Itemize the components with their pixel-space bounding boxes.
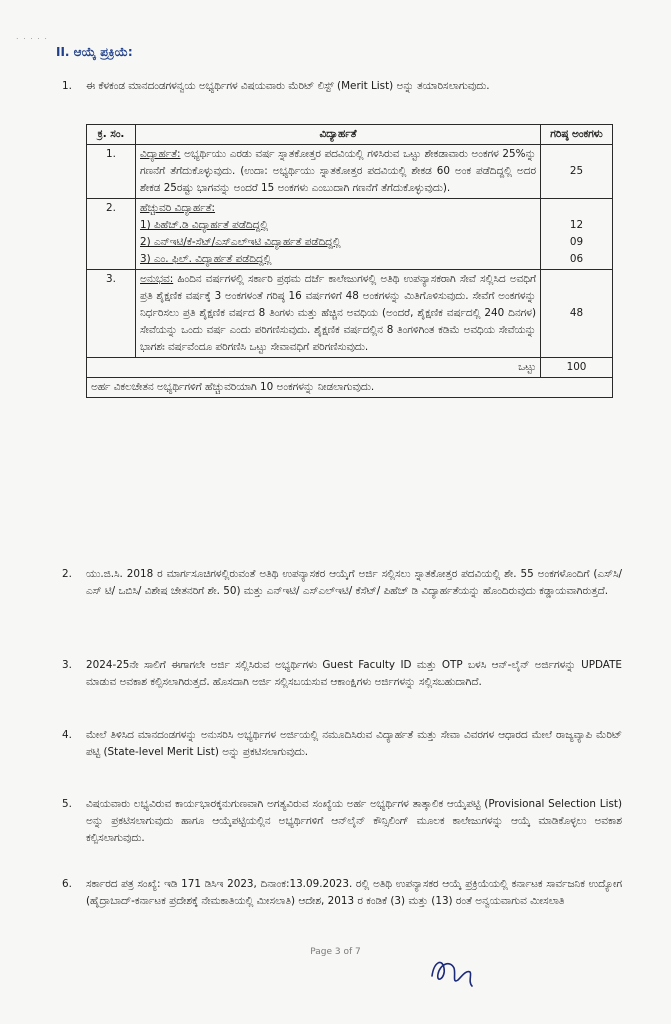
total-label: ಒಟ್ಟು	[87, 358, 541, 378]
sub-marks: 09	[569, 236, 584, 248]
item-text: ಈ ಕೆಳಕಂಡ ಮಾನದಂಡಗಳನ್ವಯ ಅಭ್ಯರ್ಥಿಗಳ ವಿಷಯವಾರು ಮೆರಿಟ್ ಲಿಸ್ಟ್ (Merit List) ಅನ್ನು ತಯಾರಿಸಲಾಗುವುದು.	[86, 80, 490, 92]
item-number: 2.	[62, 568, 72, 580]
item-text: 2024-25ನೇ ಸಾಲಿಗೆ ಈಗಾಗಲೇ ಅರ್ಜಿ ಸಲ್ಲಿಸಿರುವ ಅಭ್ಯರ್ಥಿಗಳು Guest Faculty ID ಮತ್ತು OTP ಬಳಸಿ ಆನ್-ಲೈನ್ ಅರ್ಜಿಗಳನ್ನು UPDATE ಮಾಡುವ ಅವಕಾಶ ಕಲ್ಪಿಸಲಾಗಿರುತ್ತದೆ. ಹೊಸದಾಗಿ ಅರ್ಜಿ ಸಲ್ಲಿಸಬಯಸುವ ಆಕಾಂಕ್ಷಿಗಳು ಅರ್ಜಿಗಳನ್ನು ಸಲ್ಲಿಸಬಹುದಾಗಿದೆ.	[86, 659, 622, 688]
item-text: ಯು.ಜಿ.ಸಿ. 2018 ರ ಮಾರ್ಗಸೂಚಿಗಳಲ್ಲಿರುವಂತೆ ಅತಿಥಿ ಉಪನ್ಯಾಸಕರ ಆಯ್ಕೆಗೆ ಅರ್ಜಿ ಸಲ್ಲಿಸಲು ಸ್ನಾತಕೋತ್ತರ ಪದವಿಯಲ್ಲಿ ಶೇ. 55 ಅಂಕಗಳೊಂದಿಗೆ (ಎಸ್‌ಸಿ/ ಎಸ್ ಟಿ/ ಒಬಿಸಿ/ ವಿಶೇಷ ಚೇತನರಿಗೆ ಶೇ. 50) ಮತ್ತು ಎನ್‌ಇಟಿ/ ಎಸ್‌ಎಲ್‌ಇಟಿ/ ಕೆಸೆಟ್/ ಪಿಹೆಚ್ ಡಿ ವಿದ್ಯಾರ್ಹತೆಯನ್ನು ಹೊಂದಿರುವುದು ಕಡ್ಡಾಯವಾಗಿರುತ್ತದೆ.	[86, 568, 622, 597]
page-number: Page 3 of 7	[310, 947, 361, 957]
row-marks: 25	[541, 145, 613, 199]
total-row	[87, 358, 613, 378]
row-serial: 3.	[87, 270, 136, 358]
margin-dots: . . . . .	[16, 32, 48, 41]
section-heading: II. ಆಯ್ಕೆ ಪ್ರಕ್ರಿಯೆ:	[56, 45, 133, 59]
row-description	[136, 199, 541, 270]
header-qualification: ವಿದ್ಯಾರ್ಹತೆ	[136, 125, 541, 145]
item-text: ಮೇಲೆ ತಿಳಿಸಿದ ಮಾನದಂಡಗಳನ್ನು ಅನುಸರಿಸಿ ಅಭ್ಯರ್ಥಿಗಳ ಅರ್ಜಿಯಲ್ಲಿ ನಮೂದಿಸಿರುವ ವಿದ್ಯಾರ್ಹತೆ ಮತ್ತು ಸೇವಾ ವಿವರಗಳ ಆಧಾರದ ಮೇಲೆ ರಾಜ್ಯವ್ಯಾಪಿ ಮೆರಿಟ್ ಪಟ್ಟಿ (State-level Merit List) ಅನ್ನು ಪ್ರಕಟಿಸಲಾಗುವುದು.	[86, 729, 622, 758]
row-serial: 1.	[87, 145, 136, 199]
header-max-marks: ಗರಿಷ್ಠ ಅಂಕಗಳು	[541, 125, 613, 145]
row-marks: 48	[541, 270, 613, 358]
item-number: 4.	[62, 729, 72, 741]
row-text: ಹಿಂದಿನ ವರ್ಷಗಳಲ್ಲಿ ಸರ್ಕಾರಿ ಪ್ರಥಮ ದರ್ಜೆ ಕಾಲೇಜುಗಳಲ್ಲಿ ಅತಿಥಿ ಉಪನ್ಯಾಸಕರಾಗಿ ಸೇವೆ ಸಲ್ಲಿಸಿದ ಅವಧಿಗೆ ಪ್ರತಿ ಶೈಕ್ಷಣಿಕ ವರ್ಷಕ್ಕೆ 3 ಅಂಕಗಳಂತೆ ಗರಿಷ್ಠ 16 ವರ್ಷಗಳಿಗೆ 48 ಅಂಕಗಳನ್ನು ಮಿತಿಗೊಳಿಸುವುದು. ಸೇವೆಗೆ ಅಂಕಗಳನ್ನು ನಿರ್ಧರಿಸಲು ಪ್ರತಿ ಶೈಕ್ಷಣಿಕ ವರ್ಷದ 8 ತಿಂಗಳು ಮತ್ತು ಹೆಚ್ಚಿನ ಅವಧಿಯ (ಅಂದರೆ, ಶೈಕ್ಷಣಿಕ ವರ್ಷದಲ್ಲಿ 240 ದಿನಗಳ) ಸೇವೆಯನ್ನು ಒಂದು ವರ್ಷ ಎಂದು ಪರಿಗಣಿಸುವುದು. ಶೈಕ್ಷಣಿಕ ವರ್ಷದಲ್ಲಿನ 8 ತಿಂಗಳಿಗಿಂತ ಕಡಿಮೆ ಅವಧಿಯ ಸೇವೆಯನ್ನು ಭಾಗಶಃ ವರ್ಷವೆಂದೂ ಪರಿಗಣಿಸಿ ಒಟ್ಟು ಸೇವಾವಧಿಗೆ ಪರಿಗಣಿಸುವುದು.	[140, 273, 536, 353]
table-row	[87, 270, 613, 358]
row-title: ಅನುಭವ:	[140, 273, 174, 285]
item-text: ವಿಷಯವಾರು ಲಭ್ಯವಿರುವ ಕಾರ್ಯಭಾರಕ್ಕನುಗುಣವಾಗಿ ಅಗತ್ಯವಿರುವ ಸಂಖ್ಯೆಯ ಅರ್ಹ ಅಭ್ಯರ್ಥಿಗಳ ತಾತ್ಕಾಲಿಕ ಆಯ್ಕೆಪಟ್ಟಿ (Provisional Selection List) ಅನ್ನು ಪ್ರಕಟಿಸಲಾಗುವುದು ಹಾಗೂ ಆಯ್ಕೆಪಟ್ಟಿಯಲ್ಲಿನ ಅಭ್ಯರ್ಥಿಗಳಿಗೆ ಆನ್‌ಲೈನ್ ಕೌನ್ಸಿಲಿಂಗ್ ಮೂಲಕ ಕಾಲೇಜುಗಳನ್ನು ಆಯ್ಕೆ ಮಾಡಿಕೊಳ್ಳಲು ಅವಕಾಶ ಕಲ್ಪಿಸಲಾಗುವುದು.	[86, 798, 622, 844]
row-text: ಅಭ್ಯರ್ಥಿಯು ಎರಡು ವರ್ಷ ಸ್ನಾತಕೋತ್ತರ ಪದವಿಯಲ್ಲಿ ಗಳಿಸಿರುವ ಒಟ್ಟು ಶೇಕಡಾವಾರು ಅಂಕಗಳ 25%ನ್ನು ಗಣನೆಗೆ ತೆಗೆದುಕೊಳ್ಳುವುದು. (ಉದಾ: ಅಭ್ಯರ್ಥಿಯು ಸ್ನಾತಕೋತ್ತರ ಪದವಿಯಲ್ಲಿ ಶೇಕಡ 60 ಅಂಕ ಪಡೆದಿದ್ದಲ್ಲಿ ಅದರ ಶೇಕಡ 25ರಷ್ಟು ಭಾಗವನ್ನು ಅಂದರೆ 15 ಅಂಕಗಳು ಎಂಬುದಾಗಿ ಗಣನೆಗೆ ತೆಗೆದುಕೊಳ್ಳುವುದು).	[140, 148, 536, 194]
table-row	[87, 199, 613, 270]
table-header-row	[87, 125, 613, 145]
total-value: 100	[541, 358, 613, 378]
marks-table	[86, 124, 613, 398]
sub-marks: 12	[569, 219, 584, 231]
item-number: 3.	[62, 659, 72, 671]
table-note: ಅರ್ಹ ವಿಕಲಚೇತನ ಅಭ್ಯರ್ಥಿಗಳಿಗೆ ಹೆಚ್ಚುವರಿಯಾಗಿ 10 ಅಂಕಗಳನ್ನು ನೀಡಲಾಗುವುದು.	[87, 378, 613, 398]
row-description	[136, 145, 541, 199]
note-row	[87, 378, 613, 398]
table-row	[87, 145, 613, 199]
sub-item: 1) ಪಿಹೆಚ್.ಡಿ ವಿದ್ಯಾರ್ಹತೆ ಪಡೆದಿದ್ದಲ್ಲಿ	[140, 219, 269, 231]
item-text: ಸರ್ಕಾರದ ಪತ್ರ ಸಂಖ್ಯೆ: ಇಡಿ 171 ಡಿಸಿಇ 2023, ದಿನಾಂಕ:13.09.2023. ರಲ್ಲಿ ಅತಿಥಿ ಉಪನ್ಯಾಸಕರ ಆಯ್ಕೆ ಪ್ರಕ್ರಿಯೆಯಲ್ಲಿ ಕರ್ನಾಟಕ ಸಾರ್ವಜನಿಕ ಉದ್ಯೋಗ (ಹೈದ್ರಾಬಾದ್-ಕರ್ನಾಟಕ ಪ್ರದೇಶಕ್ಕೆ ನೇಮಕಾತಿಯಲ್ಲಿ ಮೀಸಲಾತಿ) ಆದೇಶ, 2013 ರ ಕಂಡಿಕೆ (3) ಮತ್ತು (13) ರಂತೆ ಅನ್ವಯವಾಗುವ ಮೀಸಲಾತಿ	[86, 878, 622, 907]
sub-marks: 06	[569, 253, 584, 265]
item-number: 5.	[62, 798, 72, 810]
item-number: 6.	[62, 878, 72, 890]
sub-item: 3) ಎಂ. ಫಿಲ್. ವಿದ್ಯಾರ್ಹತೆ ಪಡೆದಿದ್ದಲ್ಲಿ	[140, 253, 272, 265]
row-serial: 2.	[87, 199, 136, 270]
header-serial: ಕ್ರ. ಸಂ.	[87, 125, 136, 145]
sub-item: 2) ಎನ್‌ಇಟಿ/ಕೆ-ಸೆಟ್/ಎಸ್‌ಎಲ್‌ಇಟಿ ವಿದ್ಯಾರ್ಹತೆ ಪಡೆದಿದ್ದಲ್ಲಿ	[140, 236, 341, 248]
row-title: ವಿದ್ಯಾರ್ಹತೆ:	[140, 148, 181, 160]
signature	[428, 954, 476, 1000]
item-number: 1.	[62, 80, 72, 92]
row-title: ಹೆಚ್ಚುವರಿ ವಿದ್ಯಾರ್ಹತೆ:	[140, 202, 216, 214]
row-marks	[541, 199, 613, 270]
row-description	[136, 270, 541, 358]
